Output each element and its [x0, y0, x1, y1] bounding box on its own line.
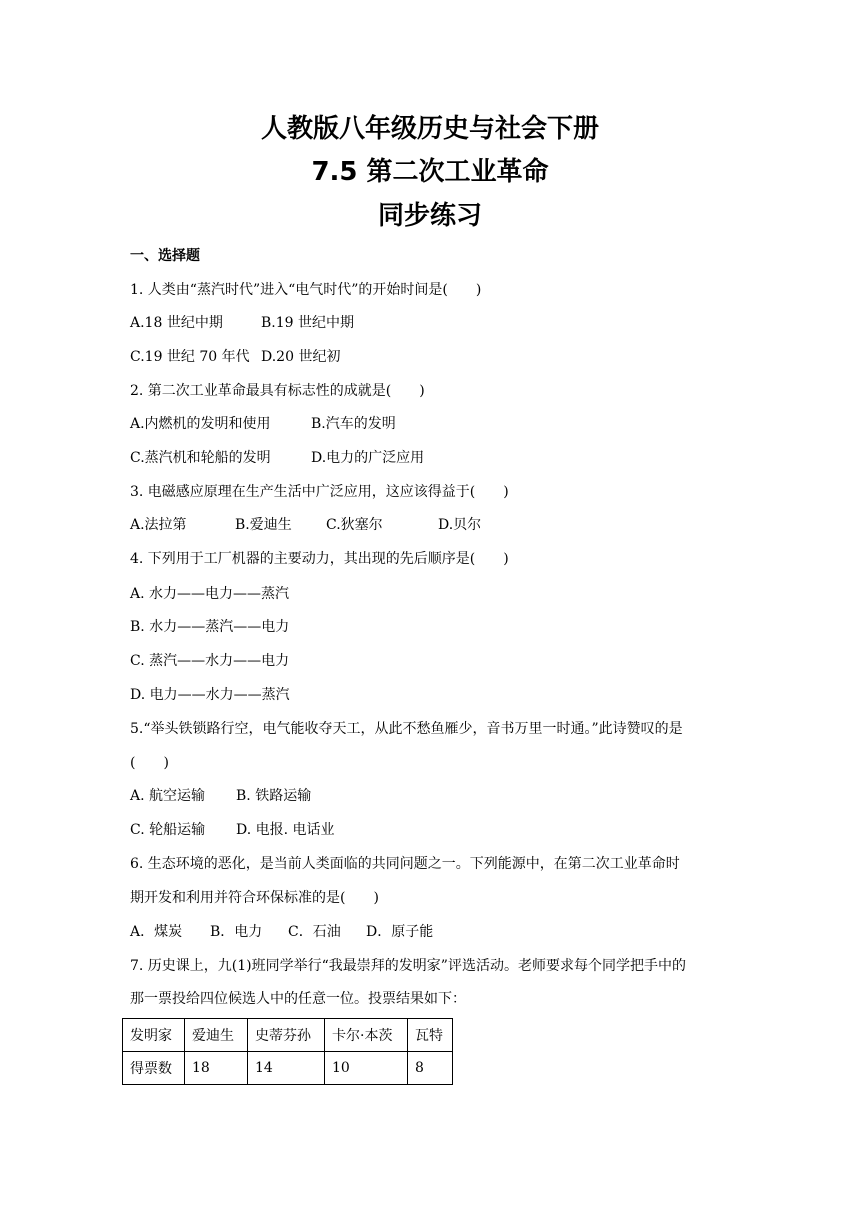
- question-1-option-a: A.18 世纪中期: [130, 315, 223, 331]
- question-2-option-b: B.汽车的发明: [311, 416, 396, 432]
- exercise-title: 同步练习: [377, 201, 482, 231]
- question-6-option-d: D．原子能: [366, 924, 434, 940]
- question-5-options-row2: [130, 820, 335, 840]
- question-4-option-c: C. 蒸汽——水力——电力: [130, 653, 290, 669]
- question-1-option-b: B.19 世纪中期: [261, 315, 355, 331]
- table-row: [123, 1052, 453, 1085]
- question-2-option-d: D.电力的广泛应用: [311, 450, 425, 466]
- question-5-stem-line1: 5.“举头铁锁路行空，电气能收夺天工，从此不愁鱼雁少，音书万里一时通。”此诗赞叹的是: [130, 721, 683, 737]
- question-5-option-c: C. 轮船运输: [130, 822, 206, 838]
- question-6-option-a: A．煤炭: [130, 924, 183, 940]
- question-6-option-b: B．电力: [210, 924, 263, 940]
- table-cell: 发明家: [123, 1019, 185, 1052]
- table-cell: 爱迪生: [185, 1019, 248, 1052]
- question-4-option-a: A. 水力——电力——蒸汽: [130, 586, 290, 602]
- table-cell: 卡尔·本茨: [325, 1019, 408, 1052]
- question-2-option-c: C.蒸汽机和轮船的发明: [130, 450, 271, 466]
- question-6-options: [130, 922, 433, 942]
- question-1-option-c: C.19 世纪 70 年代: [130, 349, 250, 365]
- question-5-option-d: D. 电报. 电话业: [236, 822, 335, 838]
- question-1-stem: 1. 人类由“蒸汽时代”进入“电气时代”的开始时间是( ): [130, 282, 482, 298]
- table-cell: 8: [408, 1052, 453, 1085]
- question-3-option-a: A.法拉第: [130, 517, 187, 533]
- lesson-title: 7.5 第二次工业革命: [311, 157, 549, 187]
- question-3-option-c: C.狄塞尔: [326, 517, 383, 533]
- table-cell: 18: [185, 1052, 248, 1085]
- question-5-options-row1: [130, 786, 311, 806]
- document-title: 人教版八年级历史与社会下册: [260, 114, 599, 144]
- question-7-stem-line1: 7. 历史课上，九(1)班同学举行“我最崇拜的发明家”评选活动。老师要求每个同学把手中的: [130, 958, 686, 974]
- question-1-options-row2: [130, 347, 340, 367]
- question-2-option-a: A.内燃机的发明和使用: [130, 416, 271, 432]
- vote-result-table: [122, 1018, 453, 1085]
- table-cell: 瓦特: [408, 1019, 453, 1052]
- question-3-stem: 3. 电磁感应原理在生产生活中广泛应用，这应该得益于( ): [130, 484, 509, 500]
- question-3-option-b: B.爱迪生: [235, 517, 292, 533]
- question-6-option-c: C．石油: [288, 924, 341, 940]
- question-7-stem-line2: 那一票投给四位候选人中的任意一位。投票结果如下：: [130, 991, 466, 1007]
- question-1-option-d: D.20 世纪初: [261, 349, 341, 365]
- table-header-row: [123, 1019, 453, 1052]
- question-2-options-row2: [130, 448, 424, 468]
- table-cell: 得票数: [123, 1052, 185, 1085]
- question-5-option-a: A. 航空运输: [130, 788, 206, 804]
- question-6-stem-line1: 6. 生态环境的恶化，是当前人类面临的共同问题之一。下列能源中，在第二次工业革命时: [130, 856, 680, 872]
- question-4-option-b: B. 水力——蒸汽——电力: [130, 619, 290, 635]
- question-1-options-row1: [130, 313, 354, 333]
- question-4-option-d: D. 电力——水力——蒸汽: [130, 687, 290, 703]
- question-2-stem: 2. 第二次工业革命最具有标志性的成就是( ): [130, 383, 425, 399]
- question-2-options-row1: [130, 414, 396, 434]
- question-6-stem-line2: 期开发和利用并符合环保标准的是( ): [130, 890, 379, 906]
- table-cell: 10: [325, 1052, 408, 1085]
- question-5-stem-line2: ( ): [130, 755, 169, 771]
- table-cell: 史蒂芬孙: [248, 1019, 325, 1052]
- section-heading: 一、选择题: [130, 248, 200, 264]
- question-3-option-d: D.贝尔: [438, 517, 482, 533]
- question-3-options: [130, 515, 481, 535]
- question-5-option-b: B. 铁路运输: [236, 788, 312, 804]
- table-cell: 14: [248, 1052, 325, 1085]
- question-4-stem: 4. 下列用于工厂机器的主要动力，其出现的先后顺序是( ): [130, 551, 509, 567]
